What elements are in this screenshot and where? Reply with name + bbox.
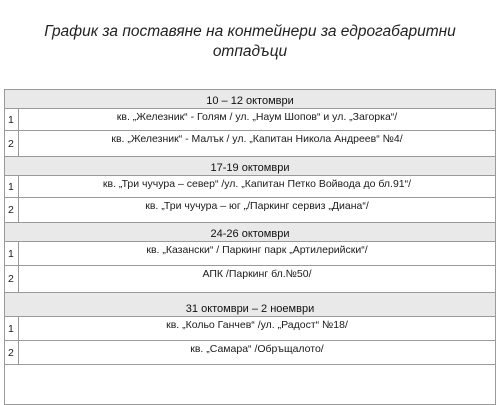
row-number: 1 [5,317,19,341]
empty-cell [5,365,496,405]
table-row [5,131,496,157]
table-row [5,109,496,131]
period-header [5,293,496,317]
period-header [5,157,496,176]
row-number: 2 [5,198,19,223]
table-row [5,341,496,365]
row-location: АПК /Паркинг бл.№50/ [19,266,496,293]
table-row [5,242,496,266]
table-row [5,176,496,198]
period-dates: 31 октомври – 2 ноември [5,293,496,317]
title-line-2: отпадъци [212,43,288,60]
table-row [5,317,496,341]
period-header [5,223,496,242]
period-dates: 10 – 12 октомври [5,90,496,109]
table-row [5,198,496,223]
row-location: кв. „Железник“ - Голям / ул. „Наум Шопов“ и ул. „Загорка“/ [19,109,496,131]
table-row [5,266,496,293]
row-location: кв. „Железник“ - Малък / ул. „Капитан Никола Андреев“ №4/ [19,131,496,157]
schedule-table [4,89,496,405]
period-dates: 17-19 октомври [5,157,496,176]
row-location: кв. „Казански“ / Паркинг парк „Артилерийски“/ [19,242,496,266]
row-number: 2 [5,131,19,157]
row-number: 1 [5,242,19,266]
row-number: 1 [5,109,19,131]
period-dates: 24-26 октомври [5,223,496,242]
row-number: 2 [5,266,19,293]
period-header [5,90,496,109]
row-location: кв. „Самара“ /Обръщалото/ [19,341,496,365]
row-location: кв. „Три чучура – юг „/Паркинг сервиз „Диана“/ [19,198,496,223]
document-title [0,22,500,62]
row-number: 2 [5,341,19,365]
title-line-1: График за поставяне на контейнери за едрогабаритни [44,23,456,40]
row-location: кв. „Три чучура – север“ /ул. „Капитан Петко Войвода до бл.91“/ [19,176,496,198]
row-location: кв. „Кольо Ганчев“ /ул. „Радост“ №18/ [19,317,496,341]
table-filler-row [5,365,496,405]
row-number: 1 [5,176,19,198]
